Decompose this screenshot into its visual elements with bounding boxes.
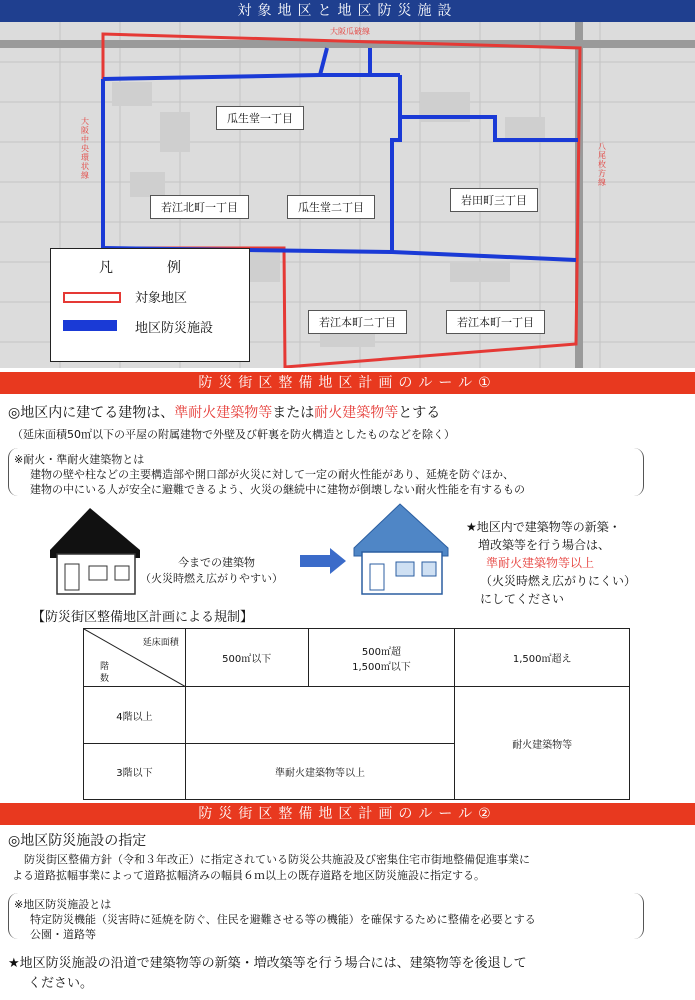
table-header-col3: 1,500㎡超え bbox=[455, 629, 630, 687]
legend-swatch-facility bbox=[63, 320, 117, 331]
rule1-note-line1: 建物の壁や柱などの主要構造部や開口部が火災に対して一定の耐火性能があり、延焼を防ぐほか、 bbox=[30, 468, 514, 481]
rule1-star-line5: にしてください bbox=[480, 592, 565, 606]
area-label-wakaekita-1: 若江北町一丁目 bbox=[150, 195, 249, 219]
table-row-header-4f: 4階以上 bbox=[84, 687, 186, 744]
rule1-note-title: ※耐火・準耐火建築物とは bbox=[14, 453, 145, 466]
rule2-body1: 防災街区整備方針（令和３年改正）に指定されている防災公共施設及び密集住宅市街地整備促進事業に bbox=[24, 853, 530, 866]
disaster-facility-roads bbox=[103, 48, 578, 260]
area-label-wakaehon-1: 若江本町一丁目 bbox=[446, 310, 545, 334]
rule1-star-line4: （火災時燃え広がりにくい） bbox=[480, 574, 637, 588]
rule1-star-line3: 準耐火建築物等以上 bbox=[486, 556, 595, 570]
rule2-star-line1: ★地区防災施設の沿道で建築物等の新築・増改築等を行う場合には、建築物等を後退して bbox=[8, 956, 527, 971]
rule2-title: ◎地区防災施設の指定 bbox=[8, 833, 147, 849]
rule2-note-title: ※地区防災施設とは bbox=[14, 898, 112, 911]
legend-label-target: 対象地区 bbox=[135, 291, 188, 306]
table-cell-fireproof: 耐火建築物等 bbox=[455, 687, 630, 800]
road-label-right: 八尾枚方線 bbox=[598, 142, 606, 187]
table-cell-4f-small bbox=[185, 687, 455, 744]
road-label-top: 大阪瓜破線 bbox=[330, 27, 370, 36]
rule1-main: ◎地区内に建てる建物は、準耐火建築物等または耐火建築物等とする bbox=[8, 405, 441, 421]
area-label-uryudo-1: 瓜生堂一丁目 bbox=[216, 106, 304, 130]
area-label-wakaehon-2: 若江本町二丁目 bbox=[308, 310, 407, 334]
legend-label-facility: 地区防災施設 bbox=[135, 321, 214, 336]
fireproof-house-illustration bbox=[350, 500, 452, 596]
table-header-col1: 500㎡以下 bbox=[185, 629, 308, 687]
rule1-exception: （延床面積50㎡以下の平屋の附属建物で外壁及び軒裏を防火構造としたものなどを除く） bbox=[12, 428, 455, 441]
old-house-illustration bbox=[45, 502, 145, 597]
rule2-note-line1: 特定防災機能（災害時に延焼を防ぐ、住民を避難させる等の機能）を確保するために整備を必要とする bbox=[30, 913, 536, 926]
area-label-iwata-3: 岩田町三丁目 bbox=[450, 188, 538, 212]
road-label-left: 大阪中央環状線 bbox=[81, 117, 89, 180]
table-row-header-3f: 3階以下 bbox=[84, 744, 186, 800]
rule2-body2: よる道路拡幅事業によって道路拡幅済みの幅員６ｍ以上の既存道路を地区防災施設に指定する。 bbox=[12, 869, 485, 882]
area-label-uryudo-2: 瓜生堂二丁目 bbox=[287, 195, 375, 219]
rule2-header: 防災街区整備地区計画のルール② bbox=[0, 803, 695, 825]
old-building-note: （火災時燃え広がりやすい） bbox=[140, 572, 283, 585]
old-building-label: 今までの建築物 bbox=[178, 556, 255, 569]
legend-title: 凡 例 bbox=[99, 260, 201, 276]
rule1-note-line2: 建物の中にいる人が安全に避難できるよう、火災の継続中に建物が倒壊しない耐火性能を有するもの bbox=[30, 483, 525, 496]
rule1-header: 防災街区整備地区計画のルール① bbox=[0, 372, 695, 394]
rule1-star-line1: ★地区内で建築物等の新築・ bbox=[466, 520, 621, 534]
regulation-table bbox=[83, 628, 630, 800]
rule2-note-line2: 公園・道路等 bbox=[30, 928, 96, 941]
table-header-col2: 500㎡超 1,500㎡以下 bbox=[308, 629, 455, 687]
rule1-star-line2: 増改築等を行う場合は、 bbox=[478, 538, 611, 552]
table-cell-semi-fireproof: 準耐火建築物等以上 bbox=[185, 744, 455, 800]
map-legend bbox=[50, 248, 250, 362]
legend-swatch-target bbox=[63, 292, 121, 303]
map-section-header: 対象地区と地区防災施設 bbox=[0, 0, 695, 22]
regulation-table-title: 【防災街区整備地区計画による規制】 bbox=[32, 610, 254, 625]
table-corner-cell: 延床面積 階 数 bbox=[84, 629, 186, 687]
rule2-star-line2: ください。 bbox=[28, 976, 94, 991]
arrow-right-icon bbox=[300, 548, 348, 574]
